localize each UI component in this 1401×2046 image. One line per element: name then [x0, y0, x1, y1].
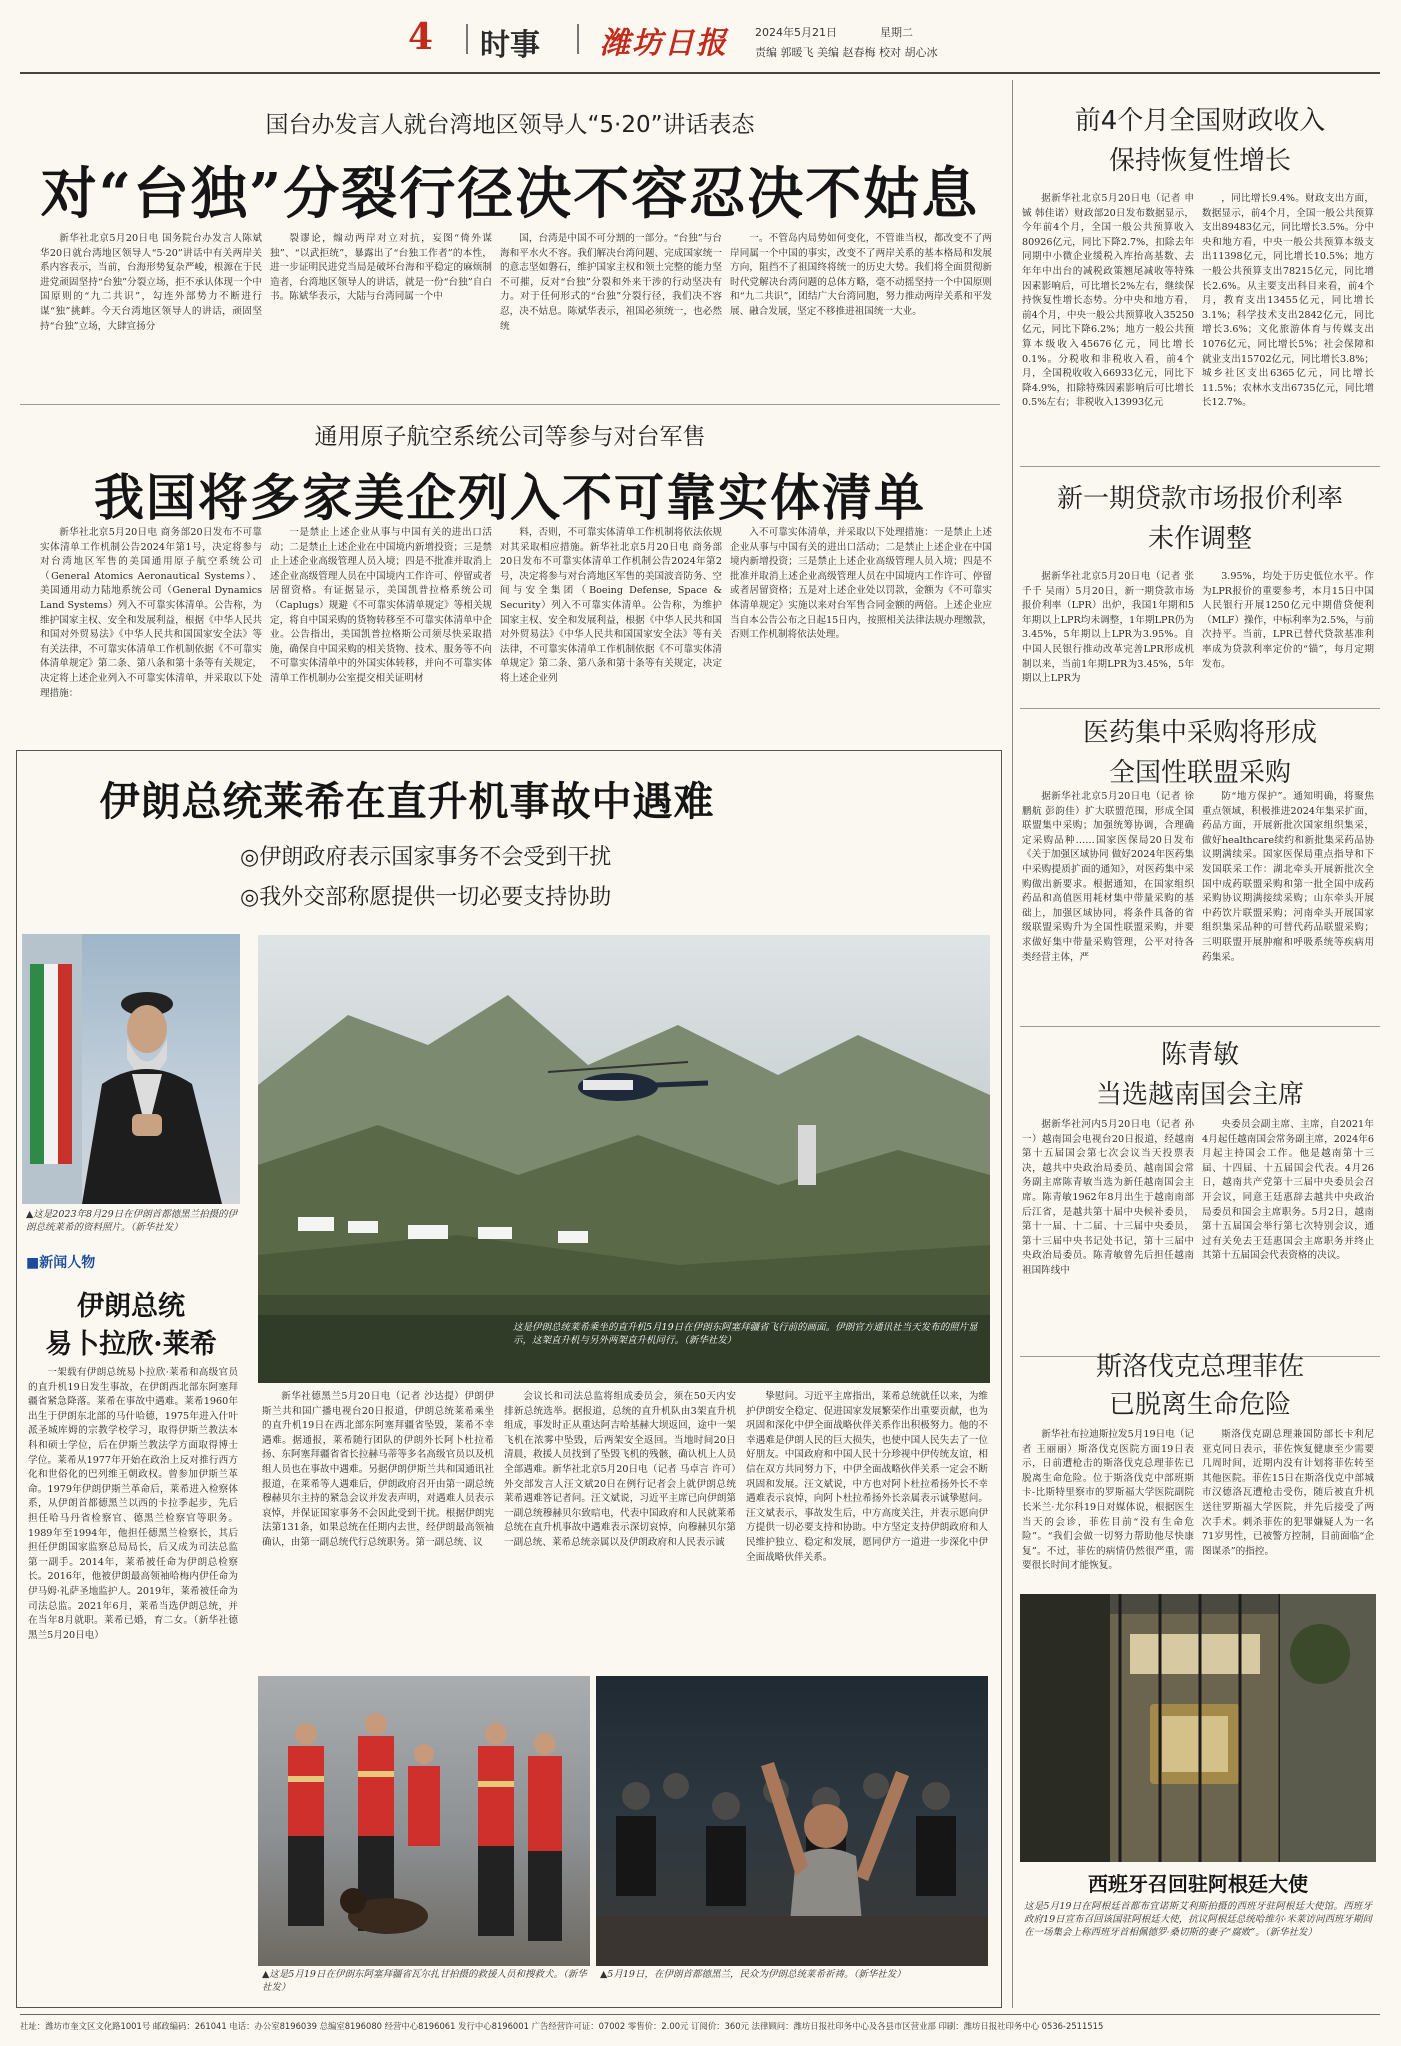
rescue-illustration — [258, 1676, 590, 1966]
right5-col1: 新华社布拉迪斯拉发5月19日电（记者 王丽丽）斯洛伐克医院方面19日表示，日前遭枪击的斯洛伐克总理菲佐已脱离生命危险。位于斯洛伐克中部班斯卡-比斯特里察市的罗斯福大学医院副院长米兰·尤尔科19日对媒体说，根据医生当天的会诊，菲佐目前“没有生命危险”。“我们会做一切努力帮助他尽快康复”。不过，菲佐的病情仍然很严重，需要很长时间才能恢复。 — [1022, 1429, 1194, 1572]
embassy-photo — [1020, 1594, 1376, 1862]
article2-col4: 入不可靠实体清单，并采取以下处理措施：一是禁止上述企业从事与中国有关的进出口活动；二是禁止上述企业在中国境内新增投资；三是禁止上述企业高级管理人员入境；四是不批准并取消上述企业高级管理人员在中国境内工作许可、停留或者居留资格；五是对上述企业处以罚款，金额为《不可靠实体清单规定》实施以来对台军售合同金额的两倍。上述企业应当自本公告公布之日起15日内，按照相关法律法规办理缴款，否则工作机制将依法处理。 — [730, 527, 992, 641]
profile-body: 一架载有伊朗总统易卜拉欣·莱希和高级官员的直升机19日发生事故，在伊朗西北部东阿塞拜疆省紧急降落。莱希在事故中遇难。莱希1960年出生于伊朗东北部的马什哈德，1975年进入什叶派圣城库姆的宗教学校学习，取得伊斯兰教法本科和硕士学位，后在伊斯兰教法学方面取得博士学位。莱希从1977年开始在政治上反对推行西方化和世俗化的巴列维王朝政权。曾参加伊斯兰革命。1979年伊朗伊斯兰革命后，莱希进入检察体系，从伊朗首都德黑兰以西的卡拉季起步，先后担任哈马丹省检察官、德黑兰检察官等职务。1989年至1994年，他担任德黑兰检察长，其后担任伊朗国家监察总局局长，后又成为司法总监第一副手。2014年，莱希被任命为伊朗总检察长。2016年，他被伊朗最高领袖哈梅内伊任命为伊马姆·礼萨圣地监护人。2019年，莱希被任命为司法总监。2021年6月，莱希当选伊朗总统，并在当年8月就职。莱希已婚，育二女。（新华社德黑兰5月20日电） — [28, 1367, 238, 1641]
article1-col3: 国，台湾是中国不可分割的一部分。“台独”与台海和平水火不容。我们解决台湾问题、完成国家统一的意志坚如磐石，维护国家主权和领土完整的能力坚不可摧，反对“台独”分裂和外来干涉的行动坚决有力。对于任何形式的“台独”分裂行径，我们决不容忍，决不姑息。陈斌华表示，祖国必须统一，也必然统 — [500, 233, 722, 332]
prayer-caption: ▲5月19日，在伊朗首都德黑兰，民众为伊朗总统莱希祈祷。（新华社发） — [600, 1969, 906, 1980]
right4-headline-2: 当选越南国会主席 — [1095, 1080, 1304, 1110]
article2-col2: 一是禁止上述企业从事与中国有关的进出口活动；二是禁止上述企业在中国境内新增投资；三是禁止上述企业高级管理人员入境；四是不批准并取消上述企业高级管理人员在中国境内工作许可、停留或者居留资格。有证据显示，美国凯普拉格系统公司（Caplugs）规避《不可靠实体清单规定》等相关规定，将自中国采购的货物转移至不可靠实体清单中企业。公告指出，美国凯普拉格斯公司须尽快采取措施，确保自中国采购的相关货物、技术、服务等不向不可靠实体清单中的外国实体转移，并向不可靠实体清单工作机制办公室提交相关证明材 — [270, 527, 492, 684]
right3-col2: 防“地方保护”。通知明确，将聚焦重点领域，积极推进2024年集采扩面，药品方面，开展新批次国家组织集采，做好healthcare续约和新批集采药品协议期满续采。国家医保局重点指导和下发国联采工作：湖北牵头开展新批次全国中成药联盟采购和第一批全国中成药采购协议期满接续采购；山东牵头开展中药饮片联盟采购；河南牵头开展国家组织集采品种的可替代药品联盟采购；三明联盟开展肿瘤和呼吸系统等疾病用药集采。 — [1202, 791, 1374, 963]
right4-col1: 据新华社河内5月20日电（记者 孙一）越南国会电视台20日报道，经越南第十五届国会第七次会议当天投票表决，越共中央政治局委员、越南国会常务副主席陈青敏当选为新任越南国会主席。陈青敏1962年8月出生于越南南部后江省，是越共第十届中央候补委员，第十一届、十二届、十三届中央委员，第十三届中央书记处书记，第十三届中央政治局委员。陈青敏曾先后担任越南祖国阵线中 — [1022, 1119, 1194, 1276]
prayer-photo — [596, 1676, 988, 1966]
profile-tag: ■新闻人物 — [26, 1255, 96, 1271]
right3-headline-2: 全国性联盟采购 — [1108, 758, 1291, 788]
portrait-illustration — [22, 934, 240, 1204]
issue-weekday: 星期二 — [880, 26, 913, 39]
right2-headline-1: 新一期贷款市场报价利率 — [1056, 484, 1343, 514]
prayer-illustration — [596, 1676, 988, 1966]
article3-col1: 新华社德黑兰5月20日电（记者 沙达提）伊朗伊斯兰共和国广播电视台20日报道，伊朗总统莱希乘坐的直升机19日在西北部东阿塞拜疆省坠毁，莱希不幸遇难。据通报，莱希随行团队的伊朗外长阿卜杜拉希扬、东阿塞拜疆省省长拉赫马蒂等多名高级官员以及机组人员也在事故中遇难。另据伊朗伊斯兰共和国通讯社报道，在莱希等人遇难后，伊朗政府召开由第一副总统穆赫贝尔主持的紧急会议并发表声明，对遇难人员表示哀悼，并保证国家事务不会因此受到干扰。根据伊朗宪法第131条，如果总统在任期内去世，经伊朗最高领袖确认，由第一副总统代行总统职务。第一副总统、议 — [262, 1391, 494, 1548]
right3-col1: 据新华社北京5月20日电（记者 徐鹏航 彭韵佳）扩大联盟范围，形成全国联盟集中采购；加强统筹协调，合理确定采购品种……国家医保局20日发布《关于加强区域协同 做好2024年医药集中采购提质扩面的通知》，对医药集中采购做出新要求。根据通知，在国家组织药品和高值医用耗材集中带量采购的基础上，加强区域协同，将条件具备的省级联盟采购升为全国性联盟采购，并要求做好集中带量采购管理，公平对待各类经营主体，严 — [1022, 791, 1194, 963]
right4-headline-1: 陈青敏 — [1160, 1040, 1239, 1070]
right5-headline-2: 已脱离生命危险 — [1108, 1390, 1291, 1420]
article3-subhead-2: ◎我外交部称愿提供一切必要支持协助 — [240, 885, 612, 910]
article3-headline: 伊朗总统莱希在直升机事故中遇难 — [99, 778, 715, 825]
raisi-portrait-photo — [22, 934, 240, 1204]
editors-line: 责编 郭暖飞 美编 赵春梅 校对 胡心冰 — [755, 46, 938, 59]
rescue-photo — [258, 1676, 590, 1966]
right2-headline-2: 未作调整 — [1147, 524, 1252, 554]
right1-headline-2: 保持恢复性增长 — [1108, 146, 1291, 176]
helicopter-illustration — [258, 935, 990, 1383]
right2-col1: 据新华社北京5月20日电（记者 张千千 吴雨）5月20日，新一期贷款市场报价利率（LPR）出炉，我国1年期和5年期以上LPR均未调整，1年期LPR仍为3.45%，5年期以上LPR为3.95%。自中国人民银行推动改革完善LPR形成机制以来，当前1年期LPR为3.45%，5年期以上LPR为 — [1022, 571, 1194, 685]
page-number: 4 — [408, 16, 434, 58]
paper-name-logo: 潍坊日报 — [600, 26, 728, 61]
article2-col3: 料，否则，不可靠实体清单工作机制将依法依规对其采取相应措施。新华社北京5月20日电 商务部20日发布不可靠实体清单工作机制公告2024年第2号，决定将参与对台湾地区军售的美国波音防务、空间与安全集团（Boeing Defense, Space & Security）列入不可靠实体清单。公告称，为维护国家主权、安全和发展利益，根据《中华人民共和国对外贸易法》《中华人民共和国国家安全法》等有关法律，不可靠实体清单工作机制依据《不可靠实体清单规定》第二条、第八条和第十条等有关规定，决定将上述企业列 — [500, 527, 722, 684]
right5-col2: 斯洛伐克副总理兼国防部长卡利尼亚克同日表示，菲佐恢复健康至少需要几周时间，近期内没有计划将菲佐转至其他医院。菲佐15日在斯洛伐克中部城市汉德洛瓦遭枪击受伤，随后被直升机送往罗斯福大学医院，并先后接受了两次手术。刺杀菲佐的犯罪嫌疑人为一名71岁男性，已被警方控制，目前面临“企图谋杀”的指控。 — [1202, 1429, 1374, 1557]
masthead — [0, 0, 1401, 64]
profile-title-2: 易卜拉欣·莱希 — [45, 1329, 217, 1360]
article2-headline: 我国将多家美企列入不可靠实体清单 — [94, 468, 926, 527]
helicopter-caption: 这是伊朗总统莱希乘坐的直升机5月19日在伊朗东阿塞拜疆省飞行前的画面。伊朗官方通讯社当天发布的照片显示，这架直升机与另外两架直升机同行。（新华社发） — [513, 1322, 978, 1346]
right4-col2: 央委员会副主席、主席，自2021年4月起任越南国会常务副主席，2024年6月起主持国会工作。他是越南第十三届、十四届、十五届国会代表。4月26日，越南共产党第十三届中央委员会召开会议，同意王廷惠辞去越共中央政治局委员和国会主席职务。5月2日，越南第十五届国会举行第七次特别会议，通过有关免去王廷惠国会主席职务并终止其第十五届国会代表资格的决议。 — [1202, 1119, 1374, 1262]
right1-headline-1: 前4个月全国财政收入 — [1074, 106, 1326, 136]
rescue-caption: ▲这是5月19日在伊朗东阿塞拜疆省瓦尔扎甘拍摄的救援人员和搜救犬。（新华社发） — [262, 1969, 587, 1993]
article1-col4: 一。不管岛内局势如何变化，不管谁当权，都改变不了两岸同属一个中国的事实，改变不了两岸关系的基本格局和发展方向，阻挡不了祖国终将统一的历史大势。我们将全面贯彻新时代党解决台湾问题的总体方略，毫不动摇坚持一个中国原则和“九二共识”，团结广大台湾同胞，努力推动两岸关系和平发展、融合发展，坚定不移推进祖国统一大业。 — [730, 233, 992, 317]
footer-info: 社址：潍坊市奎文区文化路1001号 邮政编码：261041 电话：办公室8196039 总编室8196080 经营中心8196061 发行中心8196001 广告经营许可证：07002 零售价：2.00元 订阅价：360元 法律顾问：潍坊日报社印务中心及各县市区营业部 印刷：潍坊日报社印务中心 0536-2511515 — [20, 2021, 1104, 2031]
right1-col1: 据新华社北京5月20日电（记者 申铖 韩佳诺）财政部20日发布数据显示，今年前4个月，全国一般公共预算收入80926亿元，同比下降2.7%，扣除去年同期中小微企业缓税入库抬高基数、去年年中出台的减税政策翘尾减收等特殊因素影响后，可比增长2%左右，继续保持恢复性增长态势。分中央和地方看，前4个月，中央一般公共预算收入35250亿元，同比下降6.2%；地方一般公共预算本级收入45676亿元，同比增长0.1%。分税收和非税收入看，前4个月，全国税收收入66933亿元，同比下降4.9%，扣除特殊因素影响后可比增长0.5%左右；非税收入13993亿元 — [1022, 193, 1194, 409]
article3-col3: 挚慰问。习近平主席指出，莱希总统就任以来，为维护伊朗安全稳定、促进国家发展繁荣作出重要贡献，也为巩固和深化中伊全面战略伙伴关系作出积极努力。他的不幸遇难是伊朗人民的巨大损失，也使中国人民失去了一位好朋友。中国政府和中国人民十分珍视中伊传统友谊，相信在双方共同努力下，中伊全面战略伙伴关系一定会不断巩固和发展。汪文斌说，中方也对阿卜杜拉希扬外长不幸遇难表示哀悼，向阿卜杜拉希扬外长亲属表示诚挚慰问。汪文斌表示，事故发生后，中方高度关注，并表示愿向伊方提供一切必要支持和协助。中方坚定支持伊朗政府和人民维护独立、稳定和发展，愿同伊方一道进一步深化中伊全面战略伙伴关系。 — [746, 1391, 988, 1563]
right2-col2: 3.95%，均处于历史低位水平。作为LPR报价的重要参考，本月15日中国人民银行开展1250亿元中期借贷便利（MLF）操作，中标利率为2.5%，与前次持平。当前，LPR已替代贷款基准利率成为贷款利率定价的“锚”，每月定期发布。 — [1202, 571, 1374, 670]
embassy-photo-caption: 这是5月19日在阿根廷首都布宜诺斯艾利斯拍摄的西班牙驻阿根廷大使馆。西班牙政府19日宣布召回该国驻阿根廷大使，抗议阿根廷总统哈维尔·米莱访问西班牙期间在一场集会上称西班牙首相佩德罗·桑切斯的妻子“腐败”。（新华社发） — [1024, 1901, 1372, 1938]
right3-headline-1: 医药集中采购将形成 — [1082, 718, 1317, 748]
article1-col1: 新华社北京5月20日电 国务院台办发言人陈斌华20日就台湾地区领导人“5·20”讲话中有关两岸关系内容表示，当前，台海形势复杂严峻，根源在于民进党顽固坚持“台独”分裂立场，拒不承认体现一个中国原则的“九二共识”，勾连外部势力不断进行谋“独”挑衅。今天台湾地区领导人的讲话，顽固坚持“台独”立场，大肆宣扬分 — [40, 233, 262, 332]
section-title: 时事 — [480, 28, 540, 63]
embassy-illustration — [1020, 1594, 1376, 1862]
embassy-photo-headline: 西班牙召回驻阿根廷大使 — [1088, 1872, 1308, 1896]
article3-subhead-1: ◎伊朗政府表示国家事务不会受到干扰 — [240, 845, 612, 870]
portrait-caption: ▲这是2023年8月29日在伊朗首都德黑兰拍摄的伊朗总统莱希的资料照片。（新华社发） — [26, 1209, 238, 1233]
helicopter-photo — [258, 935, 990, 1383]
article2-col1: 新华社北京5月20日电 商务部20日发布不可靠实体清单工作机制公告2024年第1号，决定将参与对台湾地区军售的美国通用原子航空系统公司（General Atomics Aeronautical Systems）、美国通用动力陆地系统公司（General Dynamics Land Systems）列入不可靠实体清单。公告称，为维护国家主权、安全和发展利益，根据《中华人民共和国对外贸易法》《中华人民共和国国家安全法》等有关法律，不可靠实体清单工作机制依据《不可靠实体清单规定》第二条、第八条和第十条等有关规定，决定将上述企业列入不可靠实体清单，并采取以下处理措施： — [40, 527, 262, 699]
right5-headline-1: 斯洛伐克总理菲佐 — [1095, 1352, 1304, 1382]
article1-kicker: 国台办发言人就台湾地区领导人“5·20”讲话表态 — [265, 112, 755, 138]
article2-kicker: 通用原子航空系统公司等参与对台军售 — [314, 424, 706, 450]
article3-col2: 会议长和司法总监将组成委员会，须在50天内安排新总统选举。据报道，总统的直升机队由3架直升机组成，事发时正从重达阿吉哈基赫大坝返回，途中一架飞机在浓雾中坠毁，后两架安全返回。当地时间20日清晨，救援人员找到了坠毁飞机的残骸，确认机上人员全部遇难。新华社北京5月20日电（记者 马卓言 许可）外交部发言人汪文斌20日在例行记者会上就伊朗总统莱希遇难答记者问。汪文斌说，习近平主席已向伊朗第一副总统穆赫贝尔致唁电，代表中国政府和人民就莱希总统在直升机事故中遇难表示深切哀悼，向穆赫贝尔第一副总统、莱希总统亲属以及伊朗政府和人民表示诚 — [504, 1391, 736, 1548]
profile-title-1: 伊朗总统 — [77, 1291, 185, 1322]
issue-date: 2024年5月21日 — [755, 26, 837, 39]
right1-col2: ，同比增长9.4%。财政支出方面，数据显示，前4个月，全国一般公共预算支出89483亿元，同比增长3.5%。分中央和地方看，中央一般公共预算本级支出11398亿元，同比增长10.5%；地方一般公共预算支出78215亿元，同比增长2.6%。从主要支出科目来看，前4个月，教育支出13455亿元，同比增长3.1%；科学技术支出2842亿元，同比增长3.6%；文化旅游体育与传媒支出1076亿元，同比增长5%；社会保障和就业支出15702亿元，同比增长3.8%；城乡社区支出6365亿元，同比增长11.5%；农林水支出6735亿元，同比增长12.7%。 — [1202, 193, 1374, 409]
article1-headline: 对“台独”分裂行径决不容忍决不姑息 — [40, 161, 980, 227]
article1-col2: 裂谬论，煽动两岸对立对抗，妄图“倚外谋独”、“以武拒统”，暴露出了“台独工作者”的本性，进一步证明民进党当局是破坏台海和平稳定的麻烦制造者，台湾地区领导人的讲话，就是一份“台独”自白书。陈斌华表示，大陆与台湾同属一个中 — [270, 233, 492, 303]
